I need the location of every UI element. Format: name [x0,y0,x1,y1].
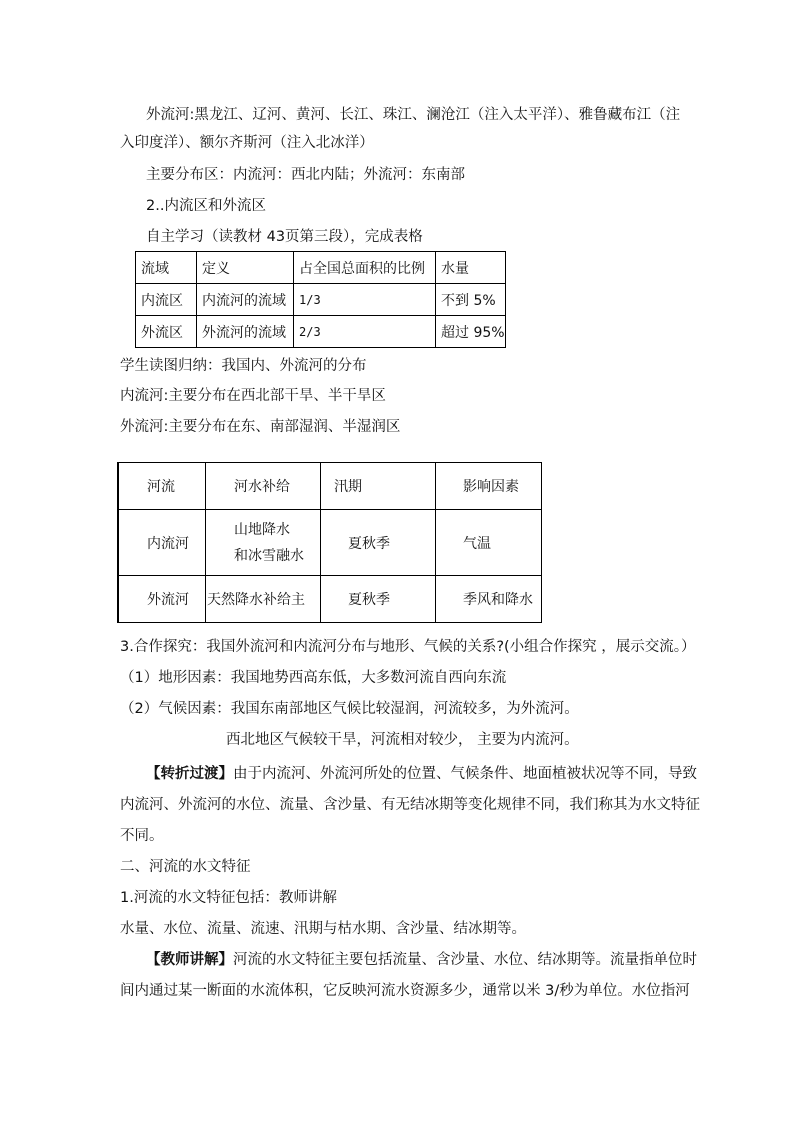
table-row [136,316,506,348]
table-cell: 内流区 [136,284,197,316]
table-cell: 超过 95% [436,316,506,348]
table-cell: 外流区 [136,316,197,348]
table-cell [206,510,321,576]
table-header: 定义 [197,252,294,284]
paragraph-teacher-explain [146,950,697,970]
table-header: 汛期 [321,463,436,510]
paragraph-student-summary: 学生读图归纳：我国内、外流河的分布 [120,358,367,374]
section-heading-2: 2..内流区和外流区 [146,198,266,214]
paragraph-northwest-climate: 西北地区气候较干旱，河流相对较少， 主要为内流河。 [226,732,579,748]
table-row [118,463,542,510]
transition-label: 【转折过渡】 [146,766,233,782]
paragraph-terrain-factor: （1）地形因素：我国地势西高东低，大多数河流自西向东流 [120,670,507,686]
paragraph-outflow-distribution: 外流河:主要分布在东、南部湿润、半湿润区 [120,419,401,435]
table-cell: 季风和降水 [436,576,542,623]
table-cell: 外流河 [118,576,206,623]
table-cell: 不到 5% [436,284,506,316]
table-cell: 2/3 [294,316,436,348]
paragraph-outflow-rivers: 外流河:黑龙江、辽河、黄河、长江、珠江、澜沧江（注入太平洋）、雅鲁藏布江（注 [146,107,681,123]
paragraph-transition-end: 不同。 [120,828,164,844]
teacher-explain-label: 【教师讲解】 [146,952,233,968]
table-row [136,252,506,284]
table-cell: 内流河的流域 [197,284,294,316]
paragraph-inflow-distribution: 内流河:主要分布在西北部干旱、半干旱区 [120,388,386,404]
paragraph-outflow-rivers-cont: 入印度洋）、额尔齐斯河（注入北冰洋） [120,135,374,151]
paragraph-cooperative-inquiry: 3.合作探究：我国外流河和内流河分布与地形、气候的关系?(小组合作探究 ，展示交流。） [120,639,696,655]
paragraph-climate-factor: （2）气候因素：我国东南部地区气候比较湿润，河流较多，为外流河。 [120,701,579,717]
supply-line-2: 和冰雪融水 [234,547,304,564]
table-cell: 夏秋季 [321,510,436,576]
table-header: 河流 [118,463,206,510]
paragraph-transition-cont: 内流河、外流河的水位、流量、含沙量、有无结冰期等变化规律不同，我们称其为水文特征 [120,797,700,813]
basin-table [135,251,506,348]
paragraph-transition [146,764,697,784]
paragraph-self-study: 自主学习（读教材 43页第三段），完成表格 [146,229,423,245]
transition-text: 由于内流河、外流河所处的位置、气候条件、地面植被状况等不同，导致 [233,766,697,782]
paragraph-distribution: 主要分布区：内流河：西北内陆；外流河：东南部 [146,167,465,183]
paragraph-hydrology-list: 水量、水位、流量、流速、汛期与枯水期、含沙量、结冰期等。 [120,921,526,937]
table-row [136,284,506,316]
teacher-explain-text: 河流的水文特征主要包括流量、含沙量、水位、结冰期等。流量指单位时 [233,952,697,968]
table-row [118,510,542,576]
table-header: 河水补给 [206,463,321,510]
table-cell: 天然降水补给主 [206,576,321,623]
paragraph-hydrology-intro: 1.河流的水文特征包括：教师讲解 [120,890,337,906]
table-cell: 内流河 [118,510,206,576]
table-row [118,576,542,623]
supply-line-1: 山地降水 [234,521,290,538]
table-cell: 外流河的流域 [197,316,294,348]
table-cell: 夏秋季 [321,576,436,623]
table-header: 占全国总面积的比例 [294,252,436,284]
table-cell: 气温 [436,510,542,576]
river-supply-table [117,462,542,623]
table-header: 影响因素 [436,463,542,510]
table-header: 水量 [436,252,506,284]
paragraph-teacher-explain-cont: 间内通过某一断面的水流体积，它反映河流水资源多少，通常以米 3/秒为单位。水位指河 [120,983,690,999]
table-header: 流域 [136,252,197,284]
table-cell: 1/3 [294,284,436,316]
section-heading-hydrology: 二、河流的水文特征 [120,859,251,875]
